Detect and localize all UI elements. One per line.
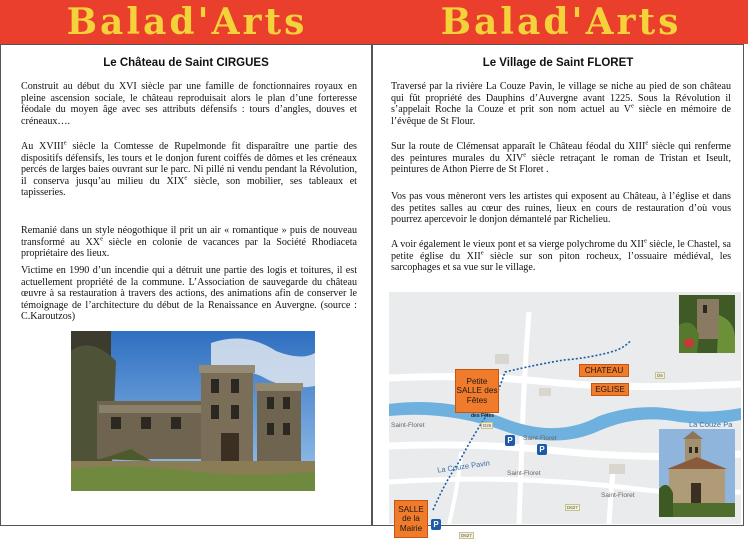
- parking-pin-3: P: [431, 519, 441, 530]
- street-saint-floret-3: Saint-Floret: [507, 470, 541, 477]
- church-thumbnail: [659, 429, 735, 517]
- road-tag-d26: D26: [483, 423, 492, 428]
- left-title: Le Château de Saint CIRGUES: [103, 57, 269, 69]
- label-des-fetes: des Fêtes: [471, 413, 495, 419]
- road-tag-d627: D627: [567, 505, 578, 510]
- road-tag-d6: D6: [657, 373, 663, 378]
- right-paragraph-1: Traversé par la rivière La Couze Pavin, le village se niche au pied de son château qui fût propriété des Dauphins d’Auvergne avant 1225. Sous la Révolution il s’appelait Roche la Couze et prit son nom actuel au Ve siècle en mémoire de l’évêque de St Flour.: [391, 81, 732, 127]
- chateau-thumbnail: [679, 295, 735, 353]
- river-label-2: La Couze Pa: [689, 420, 733, 429]
- right-paragraph-2: Sur la route de Clémensat apparaît le Château féodal du XIIIe siècle qui renferme des peintures murales du XIVe siècle retraçant le roman de Tristan et Iseult, peintures de Athon Pierre de St Floret .: [391, 139, 731, 175]
- street-saint-floret-2: Saint-Floret: [523, 435, 557, 442]
- parking-pin-1: P: [505, 435, 515, 446]
- poi-eglise: EGLISE: [591, 383, 629, 396]
- castle-photo: [71, 331, 315, 491]
- poi-salle-mairie: SALLE de la Mairie: [394, 500, 428, 538]
- right-title: Le Village de Saint FLORET: [482, 57, 634, 69]
- right-panel: [372, 44, 744, 538]
- road-tag-d627b: D627: [461, 533, 472, 538]
- banner: [0, 0, 748, 44]
- left-paragraph-2: Au XVIIIe siècle la Comtesse de Rupelmonde fit disparaître une partie des dispositifs défensifs, les tours et le donjon furent coiffés de dômes et les créneaux percés de larges baies ouvrant sur le parc. Ni pillé ni vendu pendant la Révolution, il conserva jusqu’au milieu du XIXe siècle, son mobilier, ses tableaux et tapisseries.: [21, 139, 357, 198]
- left-panel: [0, 44, 372, 526]
- left-paragraph-3: Remanié dans un style néogothique il prit un air « romantique » puis de nouveau transformé au XXe siècle en colonie de vacances par la Société Rhodiaceta propriétaire des lieux.: [21, 225, 357, 259]
- left-paragraph-4: Victime en 1990 d’un incendie qui a détruit une partie des logis et toitures, il est actuellement propriété de la commune. L’Association de sauvegarde du château œuvre à sa restauration à travers des actions, des animations afin de conserver le témoignage de l’architecture du début de la Renaissance en Auvergne. (source : C.Karoutzos): [21, 265, 357, 322]
- right-paragraph-4: A voir également le vieux pont et sa vierge polychrome du XIIe siècle, le Chastel, sa petite église du XIIe siècle sur son piton rocheux, l’ossuaire médiéval, les sarcophages et sa vue sur le village.: [391, 237, 732, 273]
- river-label-1: La Couze Pavin: [436, 458, 491, 475]
- left-paragraph-1: Construit au début du XVI siècle par une famille de fonctionnaires royaux en pleine ascension sociale, le château reproduisait alors le plan d’une forteresse féodale du moyen âge avec ses attributs défensifs : tours d’angles, douves et créneaux….: [21, 81, 357, 127]
- banner-title-left: Balad'Arts: [66, 1, 308, 43]
- banner-title-right: Balad'Arts: [440, 1, 682, 43]
- street-saint-floret-1: Saint-Floret: [391, 422, 425, 429]
- street-saint-floret-4: Saint-Floret: [601, 492, 635, 499]
- parking-pin-2: P: [537, 444, 547, 455]
- poi-salle-des-fetes: Petite SALLE des Fêtes: [455, 369, 499, 413]
- poi-chateau: CHATEAU: [579, 364, 629, 377]
- right-paragraph-3: Vos pas vous mèneront vers les artistes qui exposent au Château, à l’église et dans des petites salles au cœur des ruines, lieux en cours de restauration d’où vous pourrez apercevoir le donjon démantelé par Richelieu.: [391, 191, 731, 225]
